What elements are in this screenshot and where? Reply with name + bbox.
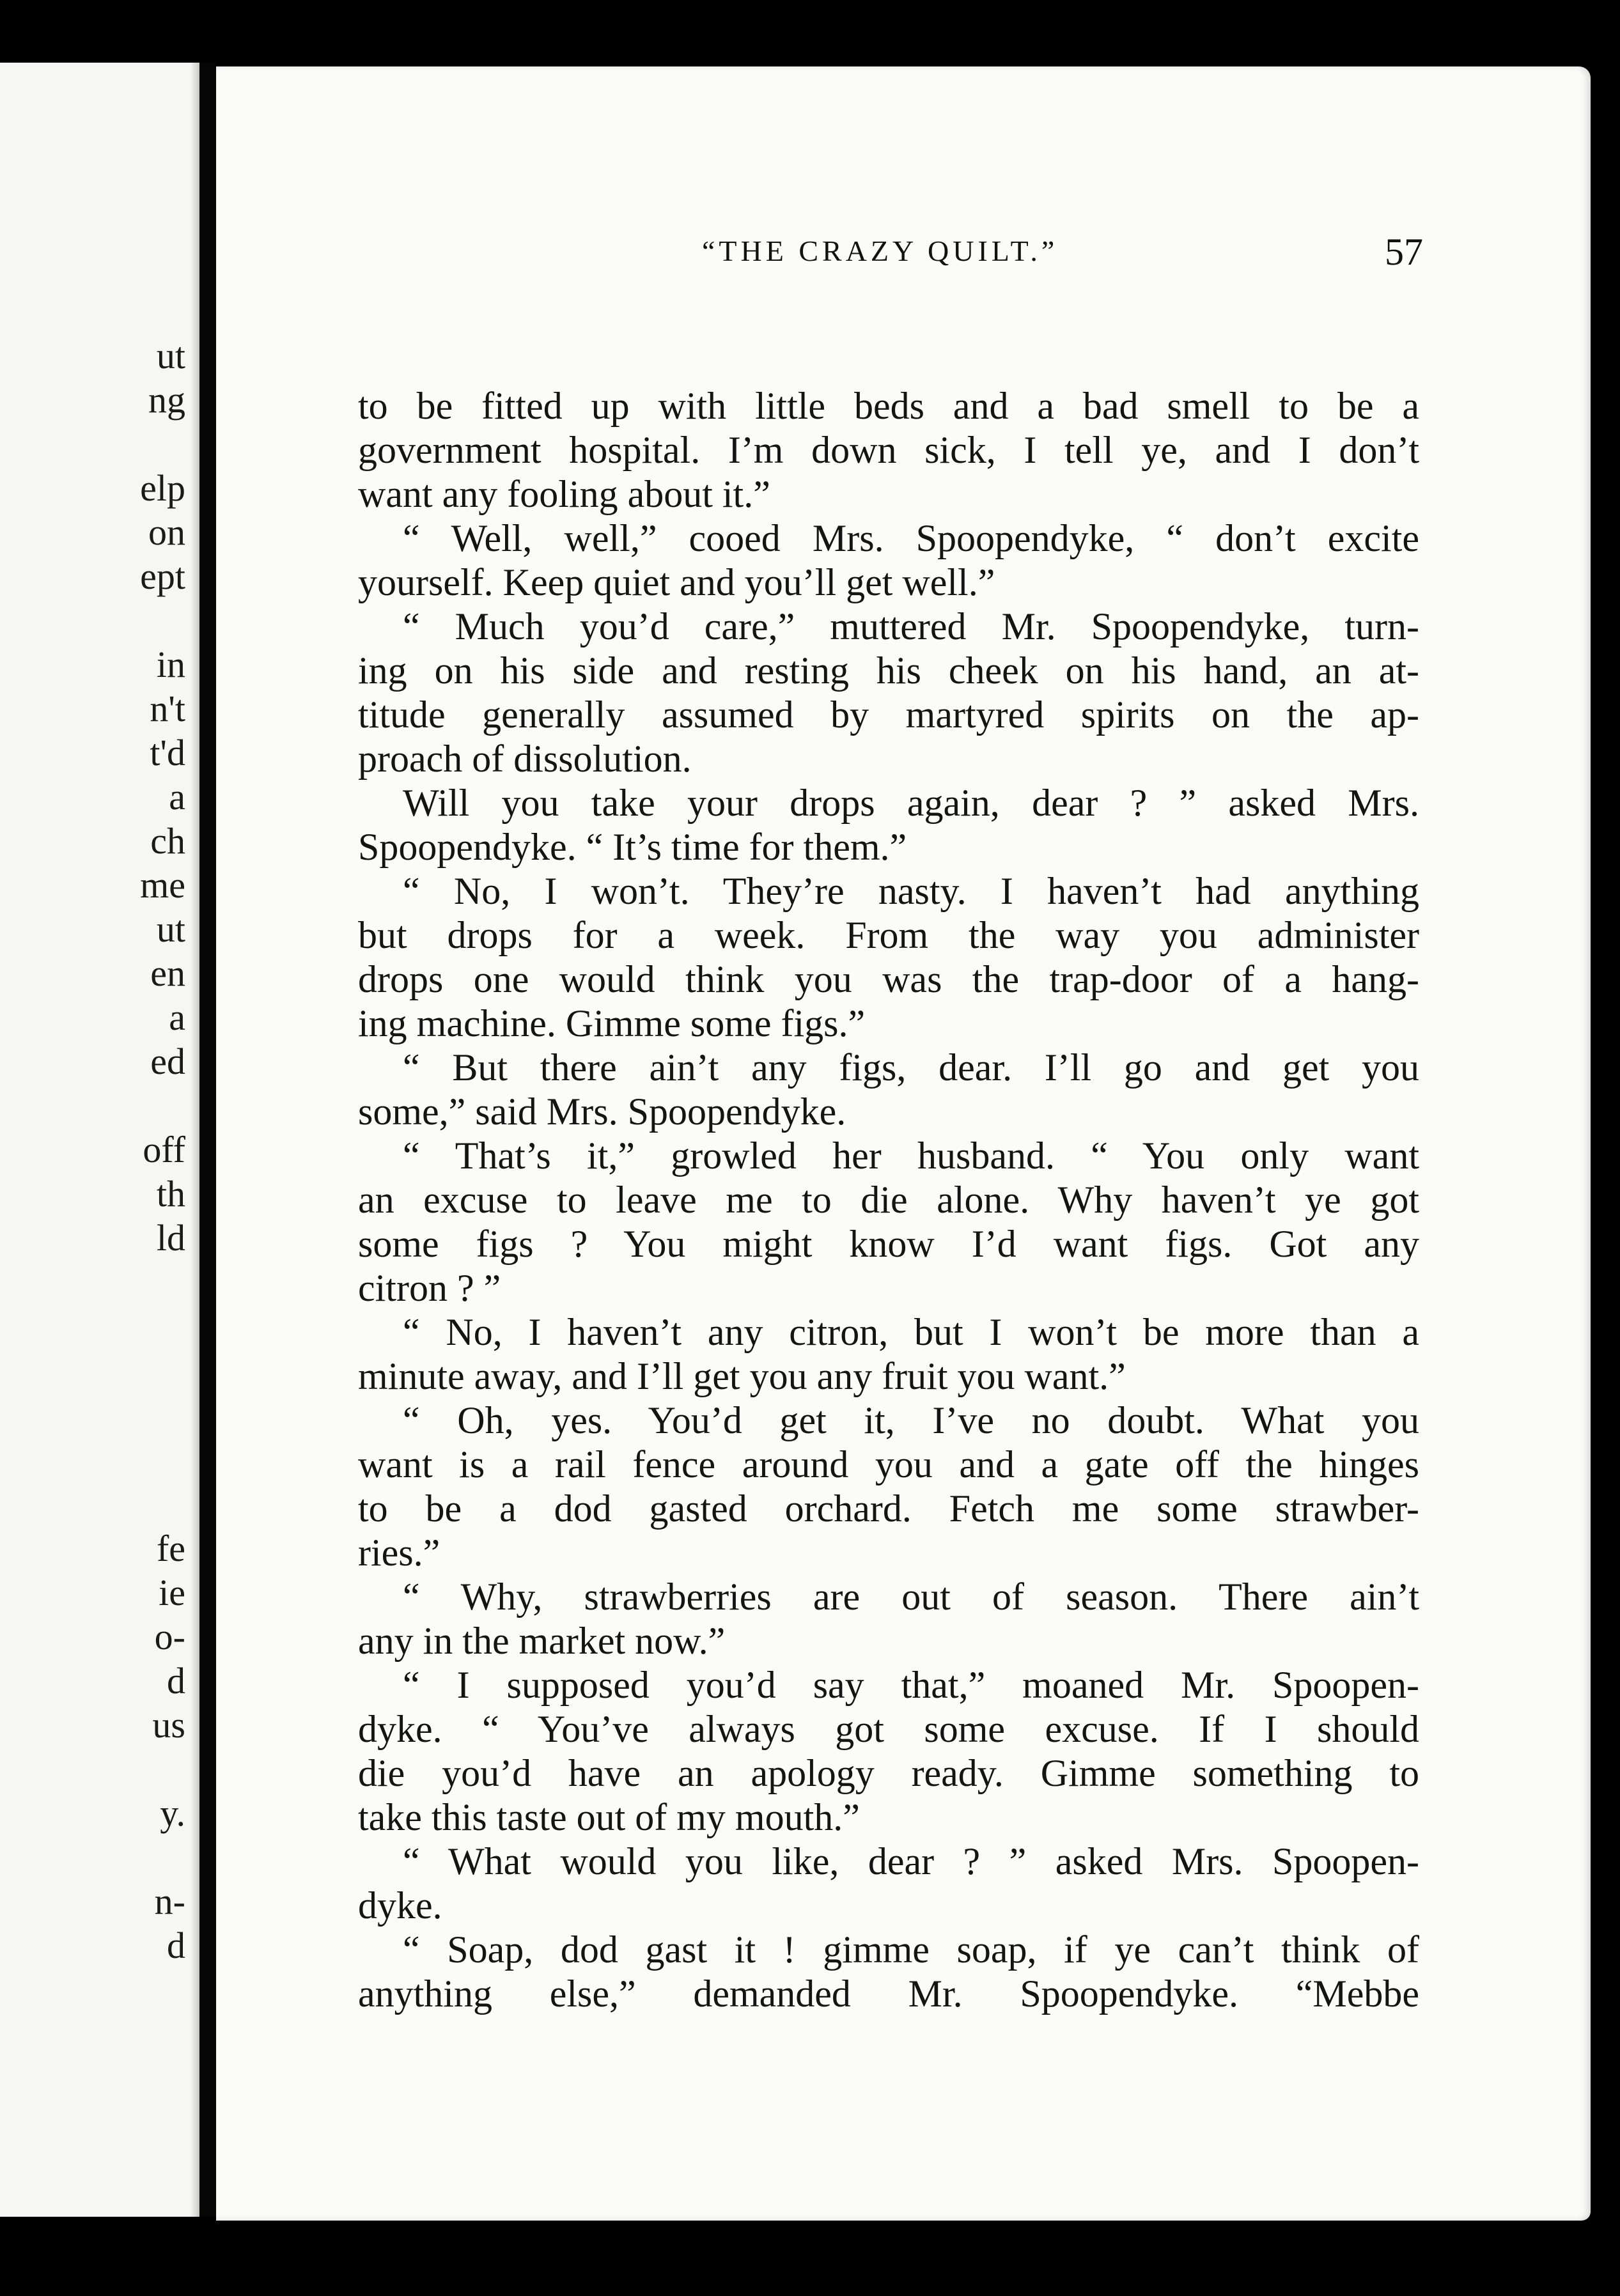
left-fragment: ld <box>156 1217 185 1259</box>
text-line: Will you take your drops again, dear ? ” asked Mrs. <box>403 782 1419 824</box>
text-line: dyke. “ You’ve always got some excuse. If I should <box>358 1708 1419 1750</box>
text-line: to be fitted up with little beds and a bad smell to be a <box>358 385 1419 427</box>
text-line: “ Why, strawberries are out of season. There ain’t <box>403 1576 1419 1618</box>
text-line: want any fooling about it.” <box>358 473 770 515</box>
left-fragment: us <box>152 1704 185 1746</box>
text-line: dyke. <box>358 1884 442 1927</box>
left-fragment: off <box>143 1129 185 1170</box>
page-header <box>216 231 1591 285</box>
body-text <box>358 384 1419 2016</box>
left-fragment: d <box>167 1925 185 1966</box>
gutter-shadow <box>191 63 199 2217</box>
left-fragment: ed <box>150 1041 185 1082</box>
text-line: “ Soap, dod gast it ! gimme soap, if ye can’t think of <box>403 1928 1419 1971</box>
left-fragment: ie <box>159 1572 185 1613</box>
text-line: “ No, I won’t. They’re nasty. I haven’t had anything <box>403 870 1419 912</box>
left-fragment: o- <box>154 1616 185 1657</box>
text-line: to be a dod gasted orchard. Fetch me some strawber- <box>358 1487 1419 1530</box>
left-fragment: fe <box>156 1528 185 1569</box>
left-fragment: d <box>167 1660 185 1702</box>
left-fragment: ept <box>140 555 185 597</box>
text-line: any in the market now.” <box>358 1620 726 1662</box>
left-fragment: y. <box>160 1792 185 1834</box>
text-line: minute away, and I’ll get you any fruit you want.” <box>358 1355 1126 1397</box>
right-page <box>216 66 1591 2221</box>
text-line: government hospital. I’m down sick, I tell ye, and I don’t <box>358 429 1419 471</box>
text-line: die you’d have an apology ready. Gimme something to <box>358 1752 1419 1794</box>
text-line: proach of dissolution. <box>358 738 692 780</box>
left-page-edge <box>0 63 199 2217</box>
left-fragment: n- <box>154 1881 185 1922</box>
text-line: yourself. Keep quiet and you’ll get well.” <box>358 561 995 603</box>
text-line: titude generally assumed by martyred spirits on the ap- <box>358 694 1419 736</box>
left-fragment: en <box>150 952 185 994</box>
text-line: “ But there ain’t any figs, dear. I’ll go and get you <box>403 1046 1419 1089</box>
text-line: take this taste out of my mouth.” <box>358 1796 860 1838</box>
left-fragment: me <box>140 864 185 906</box>
text-line: citron ? ” <box>358 1267 501 1309</box>
text-line: “ What would you like, dear ? ” asked Mrs. Spoopen- <box>403 1840 1419 1882</box>
left-fragment: on <box>148 511 185 553</box>
text-line: ing on his side and resting his cheek on his hand, an at- <box>358 649 1419 692</box>
left-fragment: a <box>169 776 185 818</box>
text-line: “ That’s it,” growled her husband. “ You only want <box>403 1135 1419 1177</box>
left-fragment: th <box>156 1173 185 1214</box>
left-fragment: ut <box>156 908 185 950</box>
left-fragment: n't <box>150 688 185 729</box>
text-line: “ I supposed you’d say that,” moaned Mr. Spoopen- <box>403 1664 1419 1706</box>
left-fragment: ch <box>150 820 185 862</box>
text-line: want is a rail fence around you and a gate off the hinges <box>358 1443 1419 1485</box>
text-line: ing machine. Gimme some figs.” <box>358 1002 866 1044</box>
text-line: “ Much you’d care,” muttered Mr. Spoopendyke, turn- <box>403 605 1419 648</box>
text-line: but drops for a week. From the way you administer <box>358 914 1419 956</box>
text-line: some figs ? You might know I’d want figs. Got any <box>358 1223 1419 1265</box>
text-line: “ Oh, yes. You’d get it, I’ve no doubt. What you <box>403 1399 1419 1441</box>
page-divider <box>199 63 216 2217</box>
running-title: “THE CRAZY QUILT.” <box>702 235 1059 267</box>
left-fragment: elp <box>140 467 185 509</box>
left-fragment: ut <box>156 335 185 376</box>
text-line: Spoopendyke. “ It’s time for them.” <box>358 826 907 868</box>
text-line: some,” said Mrs. Spoopendyke. <box>358 1090 846 1133</box>
left-fragment: ng <box>148 379 185 421</box>
text-line: drops one would think you was the trap-door of a hang- <box>358 958 1419 1000</box>
text-line: ries.” <box>358 1532 440 1574</box>
text-line: “ Well, well,” cooed Mrs. Spoopendyke, “ don’t excite <box>403 517 1419 559</box>
text-line: anything else,” demanded Mr. Spoopendyke. “Mebbe <box>358 1973 1419 2015</box>
text-line: “ No, I haven’t any citron, but I won’t be more than a <box>403 1311 1419 1353</box>
left-fragment: t'd <box>150 732 185 773</box>
page-number: 57 <box>1385 231 1423 273</box>
left-fragment: a <box>169 997 185 1038</box>
left-fragment: in <box>156 644 185 685</box>
text-line: an excuse to leave me to die alone. Why haven’t ye got <box>358 1179 1419 1221</box>
